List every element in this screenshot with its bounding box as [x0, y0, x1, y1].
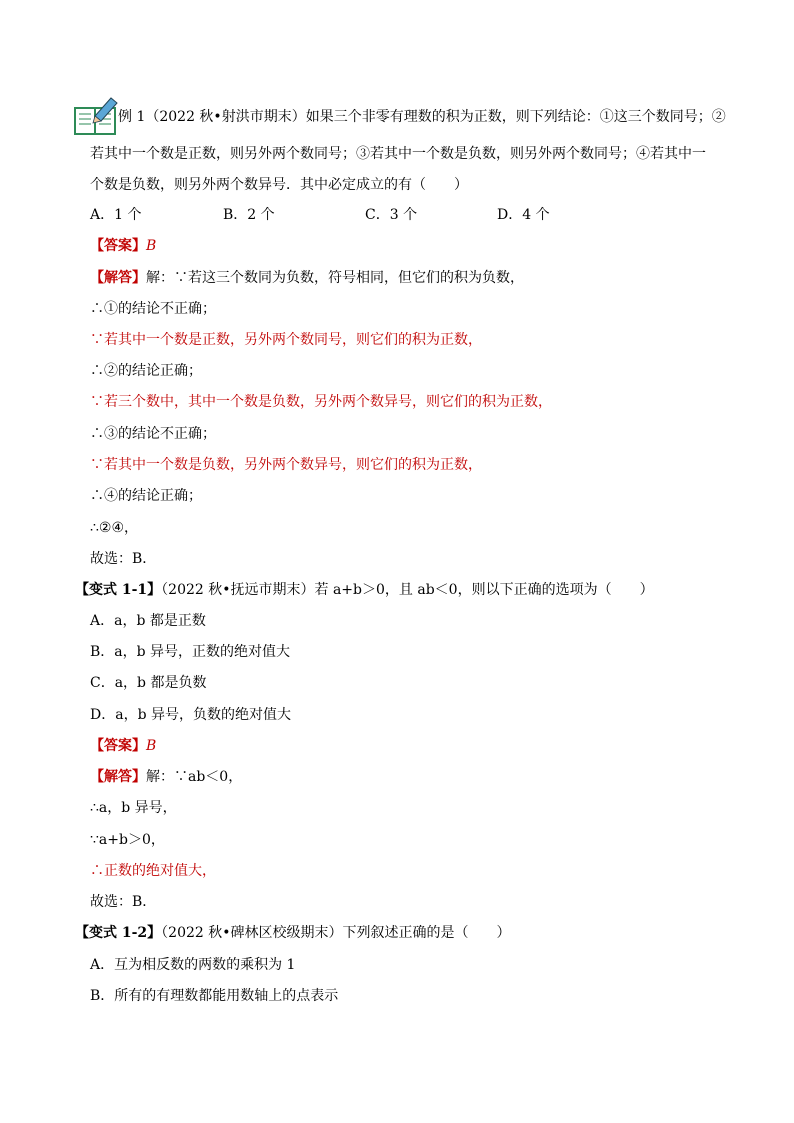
- variant-1-1-option-c: C．a，b 都是负数: [90, 675, 207, 691]
- variant-1-1-analysis-line-3: ∵a+b＞0，: [90, 832, 165, 848]
- example-1-question-line-2: 若其中一个数是正数，则另外两个数同号；③若其中一个数是负数，则另外两个数同号；④若其中一: [90, 146, 706, 162]
- example-1-choose: 故选：B．: [90, 551, 157, 567]
- analysis-tag: 【解答】: [90, 270, 146, 286]
- answer-value: B: [146, 238, 157, 254]
- variant-1-1-answer: [90, 736, 156, 756]
- example-1-analysis-line-7: ∵若其中一个数是负数，另外两个数异号，则它们的积为正数，: [90, 457, 482, 473]
- example-1-answer: [90, 236, 156, 256]
- example-1-analysis-line-3: ∵若其中一个数是正数，另外两个数同号，则它们的积为正数，: [90, 332, 482, 348]
- analysis-text: 解：∵ab＜0，: [146, 769, 243, 785]
- example-1-analysis-line-4: ∴②的结论正确；: [90, 363, 202, 379]
- example-1-analysis-line-2: ∴①的结论不正确；: [90, 301, 216, 317]
- variant-1-1-analysis-line-1: [90, 767, 242, 787]
- variant-1-1-option-d: D．a，b 异号，负数的绝对值大: [90, 707, 291, 723]
- analysis-tag: 【解答】: [90, 769, 146, 785]
- variant-tag: 【变式 1-2】: [75, 925, 162, 941]
- analysis-text: 解：∵若这三个数同为负数，符号相同，但它们的积为负数，: [146, 270, 524, 286]
- example-1-question-line-1: 例 1（2022 秋•射洪市期末）如果三个非零有理数的积为正数，则下列结论：①这三个数同号；②: [118, 109, 726, 125]
- answer-tag: 【答案】: [90, 238, 146, 254]
- variant-1-2-option-b: B．所有的有理数都能用数轴上的点表示: [90, 988, 339, 1004]
- variant-tag: 【变式 1-1】: [75, 582, 162, 598]
- variant-1-1-option-b: B．a，b 异号，正数的绝对值大: [90, 644, 291, 660]
- example-1-analysis-line-9: ∴②④，: [90, 520, 139, 536]
- answer-value: B: [146, 738, 157, 754]
- example-1-option-d: D．4 个: [497, 207, 550, 223]
- notebook-pencil-icon: [73, 96, 119, 136]
- variant-question-text: （2022 秋•碑林区校级期末）下列叙述正确的是（ ）: [161, 925, 511, 941]
- example-1-analysis-line-5: ∵若三个数中，其中一个数是负数，另外两个数异号，则它们的积为正数，: [90, 394, 552, 410]
- example-1-question-line-3: 个数是负数，则另外两个数异号．其中必定成立的有（ ）: [90, 177, 468, 193]
- variant-1-1-analysis-line-2: ∴a，b 异号，: [90, 800, 177, 816]
- example-1-analysis-line-8: ∴④的结论正确；: [90, 488, 202, 504]
- example-1-analysis-line-1: [90, 268, 524, 288]
- variant-question-text: （2022 秋•抚远市期末）若 a+b＞0，且 ab＜0，则以下正确的选项为（ ）: [161, 582, 654, 598]
- variant-1-2-question: [75, 923, 511, 943]
- variant-1-2-option-a: A．互为相反数的两数的乘积为 1: [90, 957, 296, 973]
- variant-1-1-question: [75, 580, 654, 600]
- example-1-option-c: C．3 个: [365, 207, 418, 223]
- variant-1-1-choose: 故选：B．: [90, 894, 157, 910]
- answer-tag: 【答案】: [90, 738, 146, 754]
- variant-1-1-option-a: A．a，b 都是正数: [90, 613, 206, 629]
- example-1-option-a: A．1 个: [90, 207, 142, 223]
- example-1-option-b: B．2 个: [223, 207, 275, 223]
- variant-1-1-analysis-line-4: ∴正数的绝对值大，: [90, 863, 216, 879]
- example-1-analysis-line-6: ∴③的结论不正确；: [90, 426, 216, 442]
